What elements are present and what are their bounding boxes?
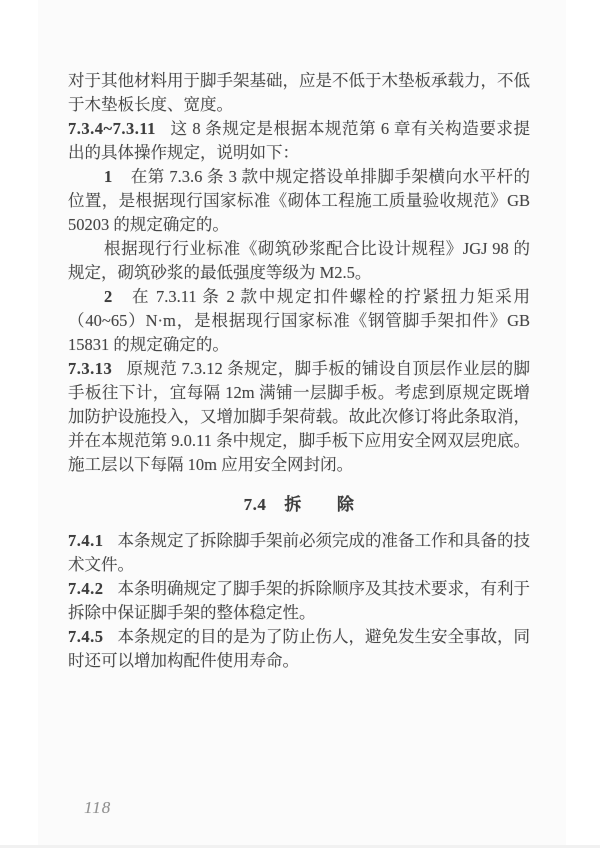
body-text: [68, 69, 530, 673]
paragraph-continuation: [68, 69, 530, 117]
paragraph-clause: [68, 577, 530, 625]
paragraph-text: 在 7.3.11 条 2 款中规定扣件螺栓的拧紧扭力矩采用（40~65）N·m，是根据现行国家标准《钢管脚手架扣件》GB 15831 的规定确定的。: [68, 287, 530, 354]
clause-number: 7.3.13: [68, 359, 113, 378]
section-heading: [68, 493, 530, 517]
paragraph-text: 对于其他材料用于脚手架基础，应是不低于木垫板承载力，不低于木垫板长度、宽度。: [68, 71, 530, 114]
paragraph-text: 原规范 7.3.12 条规定，脚手板的铺设自顶层作业层的脚手板往下计，宜每隔 12m 满铺一层脚手板。考虑到原规定既增加防护设施投入，又增加脚手架荷载。故此次修订将此条取消，并在本规范第 9.0.11 条中规定，脚手板下应用安全网双层兜底。施工层以下每隔 10m 应用安全网封闭。: [68, 359, 530, 474]
clause-number: 7.4.2: [68, 579, 104, 598]
paragraph-text: 本条明确规定了脚手架的拆除顺序及其技术要求，有利于拆除中保证脚手架的整体稳定性。: [68, 579, 530, 622]
section-title: 拆 除: [284, 495, 355, 514]
list-item-number: 2: [104, 287, 113, 306]
paragraph-list-item: [68, 165, 530, 237]
paragraph-clause: [68, 357, 530, 477]
paragraph-clause: [68, 625, 530, 673]
paragraph-text: 本条规定了拆除脚手架前必须完成的准备工作和具备的技术文件。: [68, 531, 530, 574]
paragraph-clause: [68, 117, 530, 165]
list-item-number: 1: [104, 167, 113, 186]
paragraph-text: 本条规定的目的是为了防止伤人，避免发生安全事故，同时还可以增加构配件使用寿命。: [68, 627, 530, 670]
paragraph-text: 在第 7.3.6 条 3 款中规定搭设单排脚手架横向水平杆的位置，是根据现行国家标准《砌体工程施工质量验收规范》GB 50203 的规定确定的。: [68, 167, 530, 234]
paragraph-body: [68, 237, 530, 285]
paragraph-list-item: [68, 285, 530, 357]
clause-number: 7.4.5: [68, 627, 104, 646]
paragraph-text: 根据现行行业标准《砌筑砂浆配合比设计规程》JGJ 98 的规定，砌筑砂浆的最低强度等级为 M2.5。: [68, 239, 530, 282]
clause-number: 7.4.1: [68, 531, 104, 550]
page-number: 118: [84, 798, 112, 817]
section-number: 7.4: [243, 495, 267, 514]
paragraph-clause: [68, 529, 530, 577]
clause-number: 7.3.4~7.3.11: [68, 119, 156, 138]
paragraph-text: 这 8 条规定是根据本规范第 6 章有关构造要求提出的具体操作规定，说明如下：: [68, 119, 530, 162]
